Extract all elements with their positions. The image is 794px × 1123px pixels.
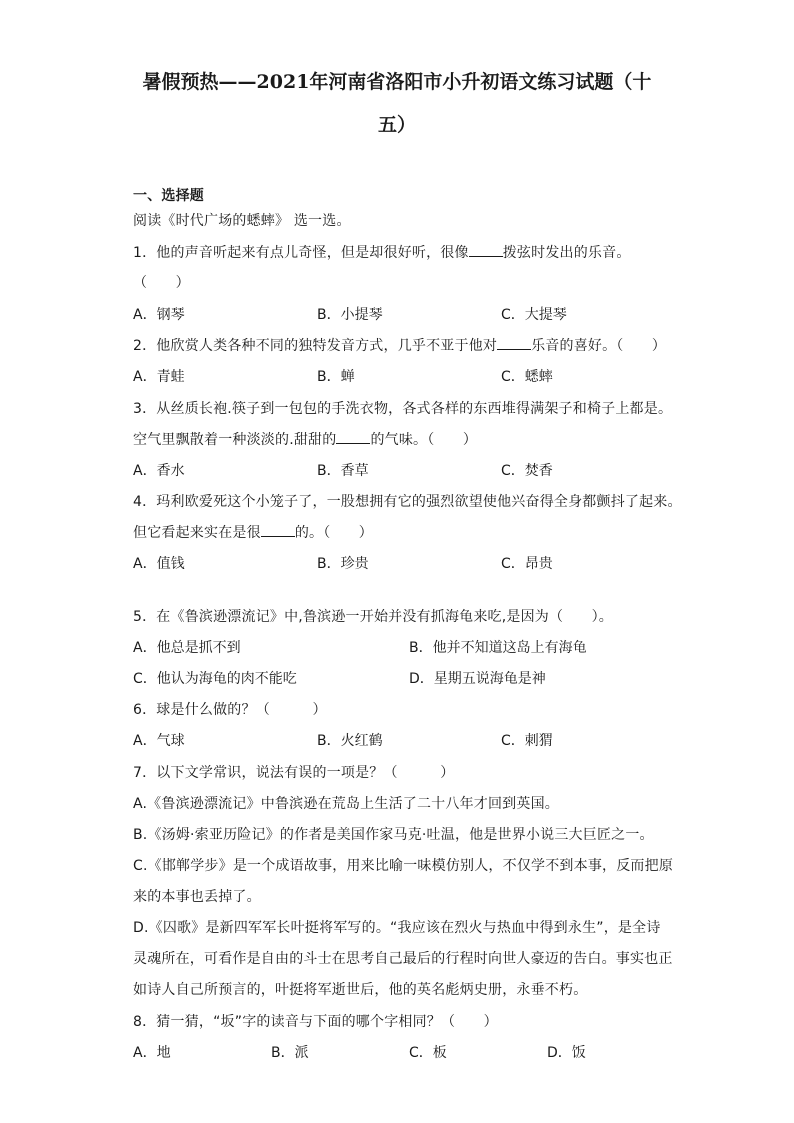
reading-intro: 阅读《时代广场的蟋蟀》 选一选。: [133, 213, 351, 229]
question-3-option-c[interactable]: C．焚香: [501, 463, 553, 479]
question-6-text: 6．球是什么做的？（ ）: [133, 702, 327, 718]
question-5-option-d[interactable]: D．星期五说海龟是神: [409, 671, 546, 687]
question-3-post: 的气味。（ ）: [370, 432, 478, 448]
question-1-post: 拨弦时发出的乐音。: [502, 245, 631, 261]
question-5-option-a[interactable]: A．他总是抓不到: [133, 640, 241, 656]
question-1-option-a[interactable]: A．钢琴: [133, 307, 185, 323]
question-5-option-b[interactable]: B．他并不知道这岛上有海龟: [409, 640, 587, 656]
question-7-option-d-line2: 灵魂所在，可看作是自由的斗士在思考自己最后的行程时向世人豪迈的告白。事实也正: [133, 951, 673, 967]
question-1-paren: （ ）: [133, 275, 190, 291]
section-heading: 一、选择题: [133, 188, 204, 204]
question-5-option-c[interactable]: C．他认为海龟的肉不能吃: [133, 671, 297, 687]
question-2-option-b[interactable]: B．蝉: [317, 369, 355, 385]
question-7-option-d-line1[interactable]: D.《囚歌》是新四军军长叶挺将军写的。“我应该在烈火与热血中得到永生”，是全诗: [133, 920, 661, 936]
question-7-option-c-line1[interactable]: C.《邯郸学步》是一个成语故事，用来比喻一味模仿别人，不仅学不到本事，反而把原: [133, 858, 674, 874]
question-7-option-d-line3: 如诗人自己所预言的，叶挺将军逝世后，他的英名彪炳史册，永垂不朽。: [133, 982, 588, 998]
question-3-line1: 3．从丝质长袍.筷子到一包包的手洗衣物，各式各样的东西堆得满架子和椅子上都是。: [133, 401, 673, 417]
question-8-option-d[interactable]: D．饭: [547, 1045, 586, 1061]
question-1-pre: 1．他的声音听起来有点儿奇怪，但是却很好听，很像: [133, 245, 469, 261]
question-1-text: [133, 244, 631, 262]
question-4-post: 的。（ ）: [294, 525, 374, 541]
question-1-option-c[interactable]: C．大提琴: [501, 307, 567, 323]
question-1-option-b[interactable]: B．小提琴: [317, 307, 383, 323]
question-6-option-c[interactable]: C．刺猬: [501, 733, 553, 749]
question-4-option-b[interactable]: B．珍贵: [317, 556, 369, 572]
question-7-text: 7．以下文学常识，说法有误的一项是？（ ）: [133, 765, 455, 781]
question-2-post: 乐音的喜好。（ ）: [531, 338, 667, 354]
answer-blank: [497, 337, 531, 350]
answer-blank: [336, 431, 370, 444]
question-4-pre: 但它看起来实在是很: [133, 525, 261, 541]
page-title-line1: 暑假预热——2021年河南省洛阳市小升初语文练习试题（十: [142, 71, 652, 93]
answer-blank: [261, 524, 295, 537]
question-4-line1: 4．玛利欧爱死这个小笼子了，一股想拥有它的强烈欲望使他兴奋得全身都颤抖了起来。: [133, 494, 682, 510]
question-3-pre: 空气里飘散着一种淡淡的.甜甜的: [133, 432, 337, 448]
question-6-option-a[interactable]: A．气球: [133, 733, 185, 749]
question-5-text: 5．在《鲁滨逊漂流记》中,鲁滨逊一开始并没有抓海龟来吃,是因为（ ）。: [133, 609, 614, 625]
question-2-option-a[interactable]: A．青蛙: [133, 369, 185, 385]
question-3-line2: [133, 431, 477, 449]
question-7-option-a[interactable]: A.《鲁滨逊漂流记》中鲁滨逊在荒岛上生活了二十八年才回到英国。: [133, 796, 559, 812]
question-8-text: 8．猜一猜，“坂”字的读音与下面的哪个字相同？（ ）: [133, 1014, 498, 1030]
question-8-option-c[interactable]: C．板: [409, 1045, 447, 1061]
question-4-option-c[interactable]: C．昂贵: [501, 556, 553, 572]
question-7-option-c-line2: 来的本事也丢掉了。: [133, 889, 261, 905]
question-8-option-b[interactable]: B．派: [271, 1045, 309, 1061]
question-6-option-b[interactable]: B．火红鹤: [317, 733, 383, 749]
question-4-option-a[interactable]: A．值钱: [133, 556, 185, 572]
question-2-option-c[interactable]: C．蟋蟀: [501, 369, 553, 385]
question-3-option-b[interactable]: B．香草: [317, 463, 369, 479]
answer-blank: [469, 244, 503, 257]
question-4-line2: [133, 524, 373, 542]
question-8-option-a[interactable]: A．地: [133, 1045, 171, 1061]
question-2-text: [133, 337, 666, 355]
question-3-option-a[interactable]: A．香水: [133, 463, 185, 479]
page-title-line2: 五）: [377, 114, 416, 136]
question-7-option-b[interactable]: B.《汤姆·索亚历险记》的作者是美国作家马克·吐温，他是世界小说三大巨匠之一。: [133, 827, 654, 843]
question-2-pre: 2．他欣赏人类各种不同的独特发音方式，几乎不亚于他对: [133, 338, 498, 354]
